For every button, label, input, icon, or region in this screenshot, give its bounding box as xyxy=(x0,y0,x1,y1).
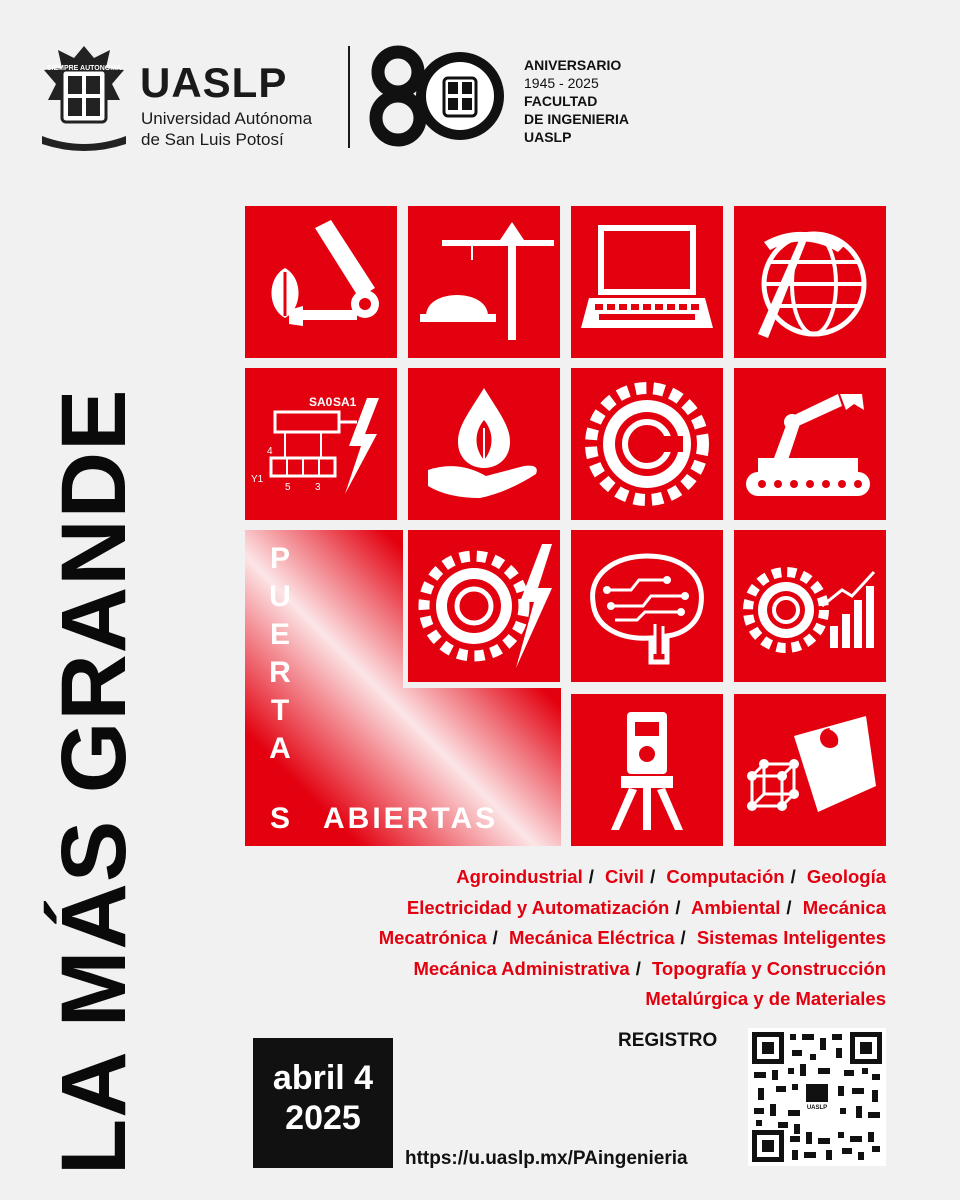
gear-icon xyxy=(571,368,723,520)
career-mecanica: Mecánica xyxy=(802,896,886,918)
puertas-letter-u: U xyxy=(269,580,291,613)
tile-topografia xyxy=(571,694,723,846)
80-anniversary-logo xyxy=(368,44,508,148)
leaf-robot-arm-icon xyxy=(245,206,397,358)
registration-qr-code[interactable] xyxy=(748,1028,886,1166)
qr-center-label: UASLP xyxy=(806,1105,828,1111)
event-date-day: abril 4 xyxy=(272,1059,374,1097)
puertas-letter-p: P xyxy=(269,542,290,575)
registration-link[interactable]: https://u.uaslp.mx/PAingenieria xyxy=(405,1148,688,1169)
globe-pickaxe-icon xyxy=(734,206,886,358)
career-geologia: Geología xyxy=(806,866,886,887)
faculty-line-1: FACULTAD xyxy=(524,93,598,109)
crucible-crystal-icon xyxy=(734,694,886,846)
anniversary-title: ANIVERSARIO xyxy=(524,57,622,73)
main-title: LA MÁS GRANDE xyxy=(43,388,145,1175)
tile-ambiental xyxy=(408,368,560,520)
tile-electricidad xyxy=(245,368,397,520)
career-civil: Civil xyxy=(605,866,645,887)
label-5: 5 xyxy=(285,482,291,493)
gear-bar-chart-icon xyxy=(734,530,886,682)
circuit-brain-icon xyxy=(571,530,723,682)
careers-list xyxy=(266,862,886,1015)
careers-row-4: Mecánica Administrativa / Topografía y Construcción xyxy=(413,957,886,979)
tile-metalurgica xyxy=(734,694,886,846)
faculty-line-3: UASLP xyxy=(524,129,572,145)
career-sistemas-inteligentes: Sistemas Inteligentes xyxy=(696,927,886,948)
uaslp-seal-logo xyxy=(36,40,132,152)
anniversary-text xyxy=(524,56,629,146)
tile-mecanica-administrativa xyxy=(734,530,886,682)
label-sa1: SA1 xyxy=(333,395,357,409)
hand-water-drop-icon xyxy=(408,368,560,520)
robot-arm-tracks-icon xyxy=(734,368,886,520)
puertas-letter-t: T xyxy=(270,694,290,727)
career-mecanica-administrativa: Mecánica Administrativa xyxy=(413,957,630,979)
tile-mecanica xyxy=(571,368,723,520)
puertas-letter-a: A xyxy=(269,732,291,765)
pneumatic-circuit-icon xyxy=(245,368,397,520)
tile-sistemas-inteligentes xyxy=(571,530,723,682)
tile-computacion xyxy=(571,206,723,358)
career-mecanica-electrica: Mecánica Eléctrica xyxy=(508,927,675,948)
puertas-letter-s: S xyxy=(269,802,290,835)
career-electricidad: Electricidad y Automatización xyxy=(406,896,670,918)
university-name xyxy=(141,108,312,150)
seal-motto: SIEMPRE AUTONOMA xyxy=(46,65,122,72)
anniversary-years: 1945 - 2025 xyxy=(524,75,599,91)
puertas-letter-r: R xyxy=(269,656,291,689)
laptop-icon xyxy=(571,206,723,358)
event-date-box xyxy=(253,1038,393,1168)
gear-lightning-icon xyxy=(408,530,560,682)
university-line-1: Universidad Autónoma xyxy=(141,109,313,128)
careers-row-2: Electricidad y Automatización / Ambiental / Mecánica xyxy=(406,896,886,918)
uaslp-wordmark: UASLP xyxy=(140,59,288,106)
tile-geologia xyxy=(734,206,886,358)
career-computacion: Computación xyxy=(666,866,785,887)
career-topografia: Topografía y Construcción xyxy=(651,957,886,979)
tile-civil xyxy=(408,206,560,358)
university-line-2: de San Luis Potosí xyxy=(141,130,284,149)
careers-row-5 xyxy=(266,984,886,1015)
label-y1: Y1 xyxy=(251,474,264,485)
label-sa0: SA0 xyxy=(309,395,333,409)
event-date-year: 2025 xyxy=(285,1099,361,1137)
theodolite-tripod-icon xyxy=(571,694,723,846)
label-4: 4 xyxy=(267,446,273,457)
abiertas-word: ABIERTAS xyxy=(323,802,499,835)
career-metalurgica: Metalúrgica y de Materiales xyxy=(645,988,886,1009)
tile-mecanica-electrica xyxy=(408,530,560,682)
careers-row-1: Agroindustrial / Civil / Computación / Geología xyxy=(456,866,886,887)
puertas-letter-e: E xyxy=(269,618,290,651)
crane-hardhat-icon xyxy=(408,206,560,358)
label-3: 3 xyxy=(315,482,321,493)
tile-agroindustrial xyxy=(245,206,397,358)
header-divider xyxy=(348,46,350,148)
registration-label: REGISTRO xyxy=(618,1030,718,1051)
career-agroindustrial: Agroindustrial xyxy=(456,866,583,887)
career-mecatronica: Mecatrónica xyxy=(378,927,487,948)
career-ambiental: Ambiental xyxy=(690,896,781,918)
careers-row-3: Mecatrónica / Mecánica Eléctrica / Sistemas Inteligentes xyxy=(378,927,886,948)
tile-mecatronica xyxy=(734,368,886,520)
faculty-line-2: DE INGENIERIA xyxy=(524,111,630,127)
